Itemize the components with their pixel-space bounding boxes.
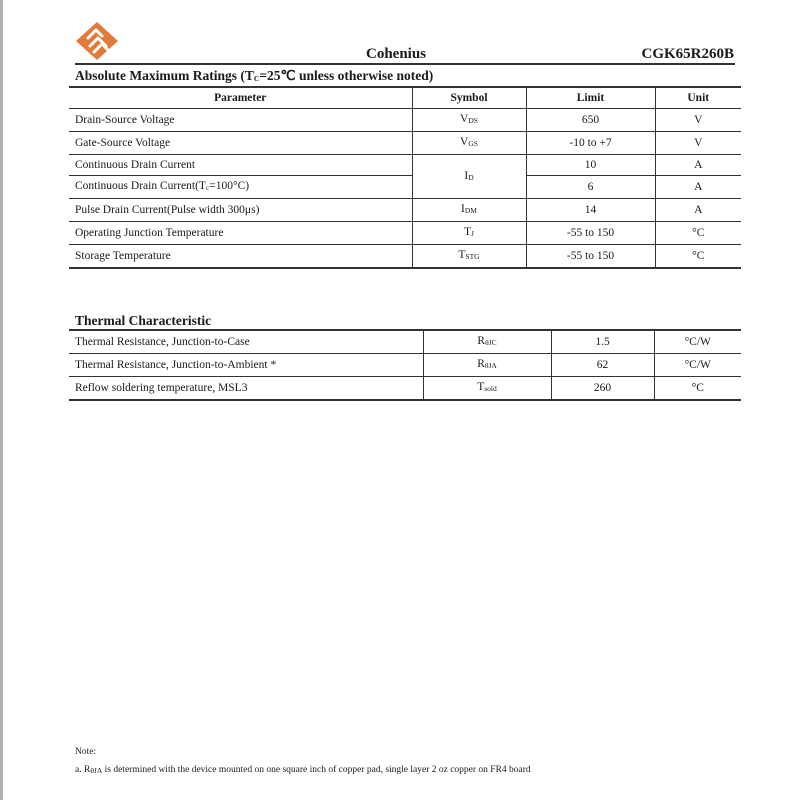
param-cell: Thermal Resistance, Junction-to-Case (69, 330, 423, 354)
company-logo-icon (72, 20, 122, 62)
header-rule (75, 63, 735, 65)
table-row (69, 109, 741, 132)
note-a: a. $R_{\theta JA}$ is determined with the device mounted on one square inch of copper pad, single layer 2 oz copper on FR4 board (75, 765, 531, 775)
abs-max-table (69, 86, 741, 269)
param-cell: Thermal Resistance, Junction-to-Ambient * (69, 354, 423, 377)
unit-cell: °C/W (654, 354, 741, 377)
limit-cell: 650 (526, 109, 655, 132)
col-header: Limit (526, 87, 655, 109)
limit-cell: 14 (526, 199, 655, 222)
unit-cell: V (655, 132, 741, 155)
table-header-row (69, 87, 741, 109)
unit-cell: A (655, 155, 741, 176)
limit-cell: 6 (526, 176, 655, 199)
page-edge (0, 0, 3, 800)
abs-max-title: Absolute Maximum Ratings ($T_C=25℃$ unless otherwise noted) (75, 68, 434, 83)
col-header: Symbol (412, 87, 526, 109)
limit-cell: -55 to 150 (526, 245, 655, 269)
unit-cell: °C (654, 377, 741, 401)
table-row (69, 245, 741, 269)
symbol-cell: $R_{\theta JA}$ (423, 354, 551, 377)
unit-cell: A (655, 176, 741, 199)
unit-cell: °C/W (654, 330, 741, 354)
unit-cell: °C (655, 245, 741, 269)
note-label: Note: (75, 747, 97, 757)
unit-cell: V (655, 109, 741, 132)
symbol-cell: $T_J$ (412, 222, 526, 245)
limit-cell: 260 (551, 377, 654, 401)
thermal-table (69, 329, 741, 401)
symbol-cell: $T_{sold}$ (423, 377, 551, 401)
table-row (69, 199, 741, 222)
limit-cell: -10 to +7 (526, 132, 655, 155)
param-cell: Storage Temperature (69, 245, 412, 269)
symbol-cell: $T_{STG}$ (412, 245, 526, 269)
param-cell: Continuous Drain Current (69, 155, 412, 176)
param-cell: Drain-Source Voltage (69, 109, 412, 132)
table-row (69, 176, 741, 199)
table-row (69, 222, 741, 245)
brand-name: Cohenius (366, 46, 427, 62)
col-header: Unit (655, 87, 741, 109)
unit-cell: A (655, 199, 741, 222)
col-header: Parameter (69, 87, 412, 109)
table-row (69, 377, 741, 401)
table-row (69, 132, 741, 155)
limit-cell: 10 (526, 155, 655, 176)
param-cell: Operating Junction Temperature (69, 222, 412, 245)
table-row (69, 330, 741, 354)
symbol-cell: $R_{\theta JC}$ (423, 330, 551, 354)
table-row (69, 155, 741, 176)
thermal-title: Thermal Characteristic (75, 313, 212, 328)
param-cell: Reflow soldering temperature, MSL3 (69, 377, 423, 401)
table-row (69, 354, 741, 377)
symbol-cell: $V_{DS}$ (412, 109, 526, 132)
param-cell: Pulse Drain Current(Pulse width 300μs) (69, 199, 412, 222)
limit-cell: 62 (551, 354, 654, 377)
unit-cell: °C (655, 222, 741, 245)
limit-cell: 1.5 (551, 330, 654, 354)
param-cell: Continuous Drain $Current(T_c=100^\circ C)$ (69, 176, 412, 199)
limit-cell: -55 to 150 (526, 222, 655, 245)
symbol-cell: $I_D$ (412, 155, 526, 199)
symbol-cell: $I_{DM}$ (412, 199, 526, 222)
symbol-cell: $V_{GS}$ (412, 132, 526, 155)
part-number: CGK65R260B (641, 46, 734, 62)
param-cell: Gate-Source Voltage (69, 132, 412, 155)
